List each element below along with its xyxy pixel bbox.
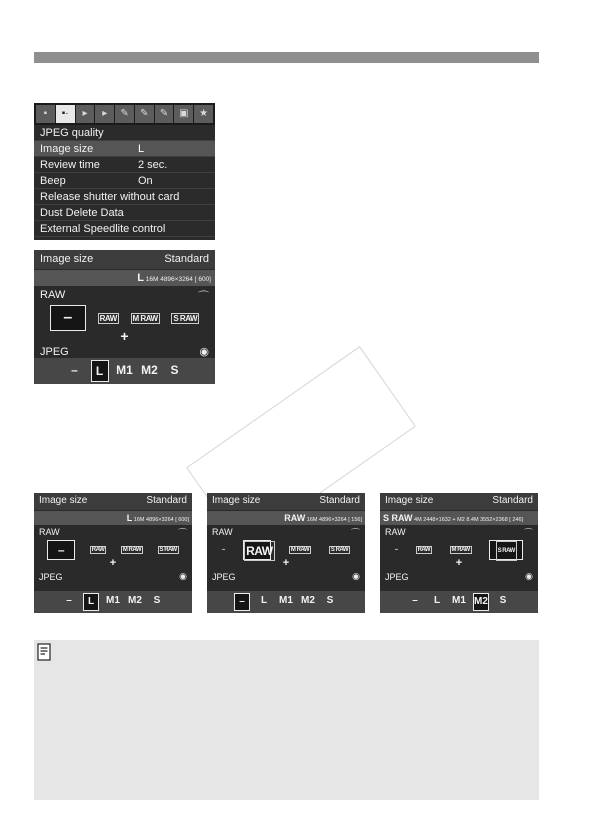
raw-option-sraw[interactable]: S RAW [330,547,349,553]
note-memo-icon [37,643,51,661]
jpeg-options-row [34,358,215,384]
menu-item-value: L [138,143,145,155]
jpeg-label: JPEG [212,572,236,582]
jpeg-option-l[interactable]: L [83,593,99,611]
menu-tab[interactable]: ▸ [76,105,95,123]
menu-tab[interactable]: ✎ [155,105,174,123]
screen-title: Image size [39,495,88,506]
main-dial-icon: ⌒ [177,528,187,538]
raw-option-none[interactable]: – [47,540,75,560]
raw-label: RAW [40,289,66,301]
menu-tab[interactable]: ✎ [115,105,134,123]
camera-menu-screen [34,103,215,240]
plus-sign: + [109,557,117,569]
raw-option-mraw[interactable]: M RAW [122,547,141,553]
jpeg-option-none[interactable]: – [234,593,250,611]
raw-option-sraw[interactable]: S RAW [173,313,198,323]
jpeg-label: JPEG [39,572,63,582]
menu-item-beep[interactable] [34,173,215,189]
jpeg-option-m2[interactable]: M2 [473,593,489,611]
screen-title: Image size [40,253,94,265]
image-size-screen-example-1 [34,493,192,613]
image-size-screen-example-2 [207,493,365,613]
picture-style-label: Standard [492,495,533,506]
raw-label: RAW [39,527,60,537]
menu-tab[interactable]: ▪ [36,105,55,123]
menu-item-image-size[interactable] [34,141,215,157]
jpeg-option-m1[interactable]: M1 [116,363,133,377]
menu-item-external-speedlite[interactable] [34,221,215,237]
menu-item-value: On [138,175,153,187]
raw-option-mraw[interactable]: M RAW [451,547,470,553]
main-dial-icon: ⌒ [198,291,209,303]
jpeg-option-s[interactable]: S [153,595,161,606]
raw-option-raw[interactable]: RAW [243,540,271,560]
main-dial-icon: ⌒ [350,528,360,538]
jpeg-option-l[interactable]: L [260,595,268,606]
menu-item-dust-delete-data[interactable] [34,205,215,221]
raw-option-raw[interactable]: RAW [99,313,117,323]
menu-tab[interactable]: ▸ [95,105,114,123]
jpeg-option-s[interactable]: S [499,595,507,606]
raw-option-sraw[interactable]: S RAW [159,547,177,553]
raw-option-none[interactable]: – [394,547,399,553]
menu-item-label: External Speedlite control [40,223,166,235]
quick-control-dial-icon: ◉ [352,571,360,581]
section-header-bar [34,52,539,63]
plus-sign: + [282,557,290,569]
menu-item-jpeg-quality[interactable] [34,125,215,141]
menu-tab-active[interactable]: ▪· [56,105,75,123]
screen-header [34,493,192,510]
raw-option-raw[interactable]: RAW [91,547,105,553]
quick-control-dial-icon: ◉ [199,346,209,358]
image-size-info [34,511,192,525]
raw-option-mraw[interactable]: M RAW [290,547,310,553]
jpeg-label: JPEG [385,572,409,582]
jpeg-option-l[interactable]: L [91,360,109,382]
jpeg-option-m1[interactable]: M1 [452,595,466,606]
menu-item-label: Dust Delete Data [40,207,124,219]
raw-option-none[interactable]: – [50,305,86,331]
size-indicator: L [137,272,144,284]
menu-tab[interactable]: ★ [194,105,213,123]
image-size-info [207,511,365,525]
image-size-screen-example-3 [380,493,538,613]
screen-header [380,493,538,510]
jpeg-option-m2[interactable]: M2 [141,363,158,377]
menu-item-label: Review time [40,159,100,171]
menu-tab[interactable]: ▣ [174,105,193,123]
jpeg-options-row [380,591,538,613]
jpeg-option-none[interactable]: – [71,363,78,377]
jpeg-option-none[interactable]: – [66,595,72,606]
size-indicator: RAW [284,513,306,523]
menu-item-value: 2 sec. [138,159,168,171]
plus-sign: + [455,557,463,569]
menu-tab-bar [34,103,215,125]
jpeg-option-m1[interactable]: M1 [106,595,120,606]
image-size-info [380,511,538,525]
jpeg-option-m2[interactable]: M2 [128,595,142,606]
screen-header [207,493,365,510]
note-box [34,640,539,800]
resolution-info: 16M 4896×3264 [ 156] [306,517,362,523]
image-size-screen [34,250,215,384]
jpeg-options-row [207,591,365,613]
screen-title: Image size [212,495,261,506]
menu-item-label: Beep [40,175,66,187]
plus-sign: + [120,328,129,344]
raw-label: RAW [385,527,406,537]
menu-item-release-shutter[interactable] [34,189,215,205]
main-dial-icon: ⌒ [523,528,533,538]
size-indicator: S RAW [383,513,413,523]
quick-control-dial-icon: ◉ [525,571,533,581]
resolution-info: 16M 4896×3264 [ 600] [145,276,211,283]
jpeg-option-s[interactable]: S [170,363,179,377]
image-size-info [34,270,215,286]
raw-label: RAW [212,527,233,537]
picture-style-label: Standard [146,495,187,506]
raw-option-none[interactable]: – [221,547,226,553]
picture-style-label: Standard [319,495,360,506]
raw-option-mraw[interactable]: M RAW [132,313,158,323]
menu-item-label: JPEG quality [40,127,104,139]
jpeg-option-m1[interactable]: M1 [279,595,293,606]
jpeg-option-m2[interactable]: M2 [301,595,315,606]
screen-header [34,250,215,269]
resolution-info: 4M 2448×1632 + M2 8.4M 3552×2368 [ 246] [414,517,524,523]
jpeg-option-l[interactable]: L [433,595,441,606]
jpeg-options-row [34,591,192,613]
picture-style-label: Standard [164,253,209,265]
menu-item-label: Image size [40,143,94,155]
jpeg-option-none[interactable]: – [412,595,418,606]
menu-item-label: Release shutter without card [40,191,180,203]
raw-option-raw[interactable]: RAW [417,547,431,553]
menu-tab[interactable]: ✎ [135,105,154,123]
quick-control-dial-icon: ◉ [179,571,187,581]
jpeg-label: JPEG [40,346,69,358]
jpeg-option-s[interactable]: S [326,595,334,606]
resolution-info: 16M 4896×3264 [ 600] [133,517,189,523]
screen-title: Image size [385,495,434,506]
menu-item-review-time[interactable] [34,157,215,173]
raw-option-sraw[interactable]: S RAW [489,540,523,560]
size-indicator: L [126,513,133,523]
